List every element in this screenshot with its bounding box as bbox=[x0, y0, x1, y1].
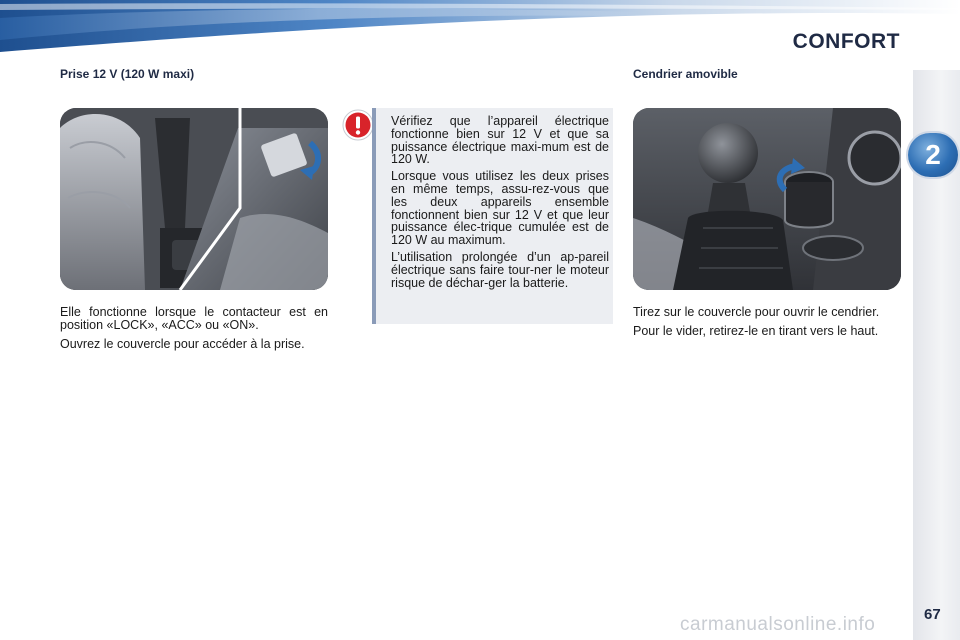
page-number: 67 bbox=[924, 606, 941, 623]
paragraph: Ouvrez le couvercle pour accéder à la prise. bbox=[60, 336, 305, 351]
section-title-ashtray: Cendrier amovible bbox=[633, 67, 738, 81]
armrest-socket-illustration bbox=[60, 108, 328, 290]
page-title: CONFORT bbox=[792, 30, 900, 53]
paragraph: Tirez sur le couvercle pour ouvrir le cendrier. bbox=[633, 305, 880, 319]
header-band bbox=[0, 0, 960, 60]
paragraph: Vérifiez que l’appareil électrique fonctionne bien sur 12 V et que sa puissance électrique maxi-mum est de 120 W. bbox=[391, 114, 609, 167]
warning-text bbox=[391, 115, 609, 293]
section-title-power-socket: Prise 12 V (120 W maxi) bbox=[60, 67, 195, 81]
warning-box bbox=[372, 108, 613, 324]
power-socket-photo bbox=[60, 108, 328, 290]
chapter-tab[interactable]: 2 bbox=[908, 133, 958, 177]
exclamation-icon bbox=[342, 109, 374, 141]
ashtray-photo bbox=[633, 108, 901, 290]
paragraph: Pour le vider, retirez-le en tirant vers le haut. bbox=[633, 323, 879, 338]
ashtray-text bbox=[633, 306, 901, 344]
paragraph: Elle fonctionne lorsque le contacteur est en position «LOCK», «ACC» ou «ON». bbox=[60, 305, 328, 332]
gear-ashtray-illustration bbox=[633, 108, 901, 290]
paragraph: Lorsque vous utilisez les deux prises en même temps, assu-rez-vous que les deux appareils ensemble fonctionnent bien sur 12 V et que leur puissance élec-trique cumulée est de 120 W au maximum. bbox=[391, 169, 609, 248]
paragraph: L’utilisation prolongée d’un ap-pareil électrique sans faire tour-ner le moteur risque de déchar-ger la batterie. bbox=[391, 249, 609, 290]
watermark: carmanualsonline.info bbox=[680, 614, 876, 635]
power-socket-text bbox=[60, 306, 328, 356]
